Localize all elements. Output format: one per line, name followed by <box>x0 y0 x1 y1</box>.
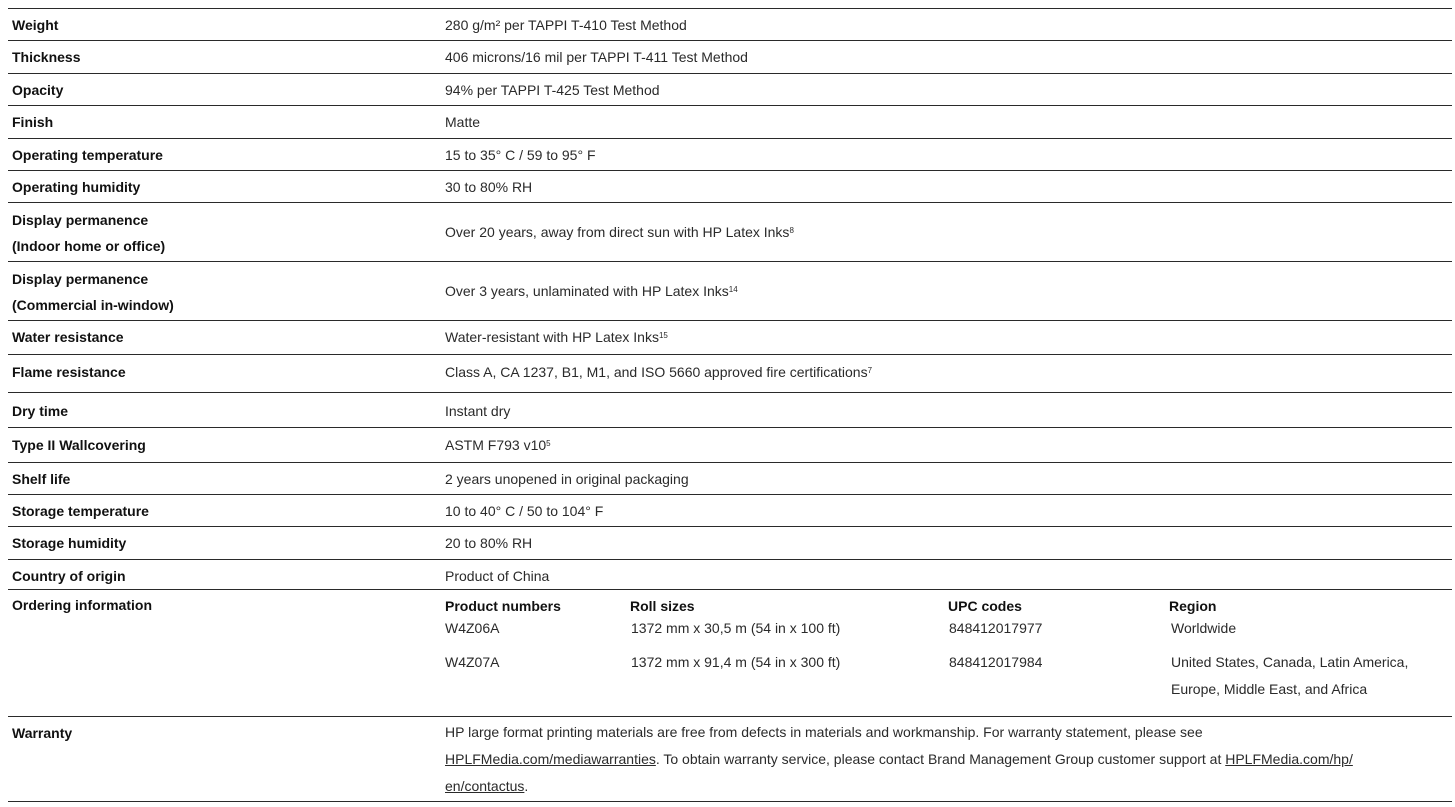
row-flame-resistance <box>8 354 1452 392</box>
order-upc-code: 848412017977 <box>949 620 1043 636</box>
col-header-product-numbers: Product numbers <box>445 598 561 614</box>
row-display-permanence-window <box>8 261 1452 320</box>
row-value: Product of China <box>445 568 550 584</box>
row-ordering-information <box>8 589 1452 716</box>
row-label: Opacity <box>12 82 64 98</box>
row-storage-temperature <box>8 494 1452 526</box>
row-finish <box>8 105 1452 138</box>
row-thickness <box>8 40 1452 73</box>
warranty-text <box>445 719 1445 800</box>
footnote-ref: 8 <box>789 226 794 235</box>
order-roll-size: 1372 mm x 30,5 m (54 in x 100 ft) <box>631 620 841 636</box>
row-weight <box>8 8 1452 40</box>
row-value-text: Water-resistant with HP Latex Inks <box>445 329 659 345</box>
row-opacity <box>8 73 1452 105</box>
row-label: Finish <box>12 114 54 130</box>
row-label: Water resistance <box>12 329 124 345</box>
row-value <box>445 359 872 386</box>
order-product-number: W4Z07A <box>445 654 500 670</box>
row-country-of-origin <box>8 559 1452 589</box>
order-region-line2: Europe, Middle East, and Africa <box>1171 681 1368 697</box>
row-value: 10 to 40° C / 50 to 104° F <box>445 503 604 519</box>
row-warranty <box>8 716 1452 802</box>
row-value: 15 to 35° C / 59 to 95° F <box>445 147 596 163</box>
row-label: Country of origin <box>12 568 126 584</box>
row-water-resistance <box>8 320 1452 354</box>
order-region: Worldwide <box>1171 620 1237 636</box>
row-value-text: Class A, CA 1237, B1, M1, and ISO 5660 approved fire certifications <box>445 364 868 380</box>
row-label <box>12 266 174 318</box>
warranty-line2 <box>445 746 1445 773</box>
warranty-line3 <box>445 773 1445 800</box>
row-label-line1: Display permanence <box>12 271 149 287</box>
row-label: Shelf life <box>12 471 71 487</box>
row-dry-time <box>8 392 1452 427</box>
row-value: 280 g/m² per TAPPI T-410 Test Method <box>445 17 687 33</box>
row-label: Flame resistance <box>12 364 126 380</box>
row-value <box>445 432 551 459</box>
row-storage-humidity <box>8 526 1452 559</box>
warranty-text-mid: . To obtain warranty service, please contact Brand Management Group customer support at <box>655 751 1226 767</box>
row-type-ii-wallcovering <box>8 427 1452 462</box>
row-display-permanence-indoor <box>8 202 1452 261</box>
row-label-line2: (Commercial in-window) <box>12 297 174 313</box>
row-label: Type II Wallcovering <box>12 437 146 453</box>
row-label-line2: (Indoor home or office) <box>12 238 166 254</box>
row-label: Storage humidity <box>12 535 127 551</box>
order-product-number: W4Z06A <box>445 620 500 636</box>
row-value-text: ASTM F793 v10 <box>445 437 547 453</box>
row-shelf-life <box>8 462 1452 494</box>
warranty-link[interactable]: HPLFMedia.com/mediawarranties <box>445 751 656 767</box>
row-label-line1: Display permanence <box>12 212 149 228</box>
contact-link-cont[interactable]: en/contactus <box>445 778 525 794</box>
row-value: 94% per TAPPI T-425 Test Method <box>445 82 660 98</box>
row-value-text: Over 20 years, away from direct sun with HP Latex Inks <box>445 224 790 240</box>
contact-link[interactable]: HPLFMedia.com/hp/ <box>1225 751 1353 767</box>
row-operating-humidity <box>8 170 1452 202</box>
row-value: 30 to 80% RH <box>445 179 533 195</box>
row-operating-temperature <box>8 138 1452 170</box>
row-label <box>12 207 165 259</box>
col-header-upc-codes: UPC codes <box>948 598 1022 614</box>
warranty-text-end: . <box>524 778 529 794</box>
order-region-line1: United States, Canada, Latin America, <box>1171 654 1409 670</box>
order-roll-size: 1372 mm x 91,4 m (54 in x 300 ft) <box>631 654 841 670</box>
row-label: Operating temperature <box>12 147 163 163</box>
row-value: 20 to 80% RH <box>445 535 533 551</box>
row-label: Operating humidity <box>12 179 141 195</box>
row-label: Thickness <box>12 49 81 65</box>
row-label: Weight <box>12 17 59 33</box>
row-value <box>445 278 738 305</box>
row-value: Instant dry <box>445 403 511 419</box>
row-label: Dry time <box>12 403 69 419</box>
row-label: Storage temperature <box>12 503 149 519</box>
row-label: Warranty <box>12 725 73 741</box>
footnote-ref: 7 <box>867 366 873 375</box>
order-upc-code: 848412017984 <box>949 654 1043 670</box>
row-value: 406 microns/16 mil per TAPPI T-411 Test Method <box>445 49 748 65</box>
col-header-region: Region <box>1169 598 1217 614</box>
row-value <box>445 219 794 246</box>
col-header-roll-sizes: Roll sizes <box>630 598 695 614</box>
row-value: Matte <box>445 114 481 130</box>
warranty-line1: HP large format printing materials are free from defects in materials and workmanship. For warranty statement, please see <box>445 724 1203 740</box>
row-value: 2 years unopened in original packaging <box>445 471 689 487</box>
footnote-ref: 15 <box>658 331 668 340</box>
row-value <box>445 324 668 351</box>
footnote-ref: 14 <box>728 285 738 294</box>
row-value-text: Over 3 years, unlaminated with HP Latex Inks <box>445 283 729 299</box>
footnote-ref: 5 <box>546 439 551 448</box>
spec-table <box>8 8 1452 802</box>
row-label: Ordering information <box>12 597 152 613</box>
